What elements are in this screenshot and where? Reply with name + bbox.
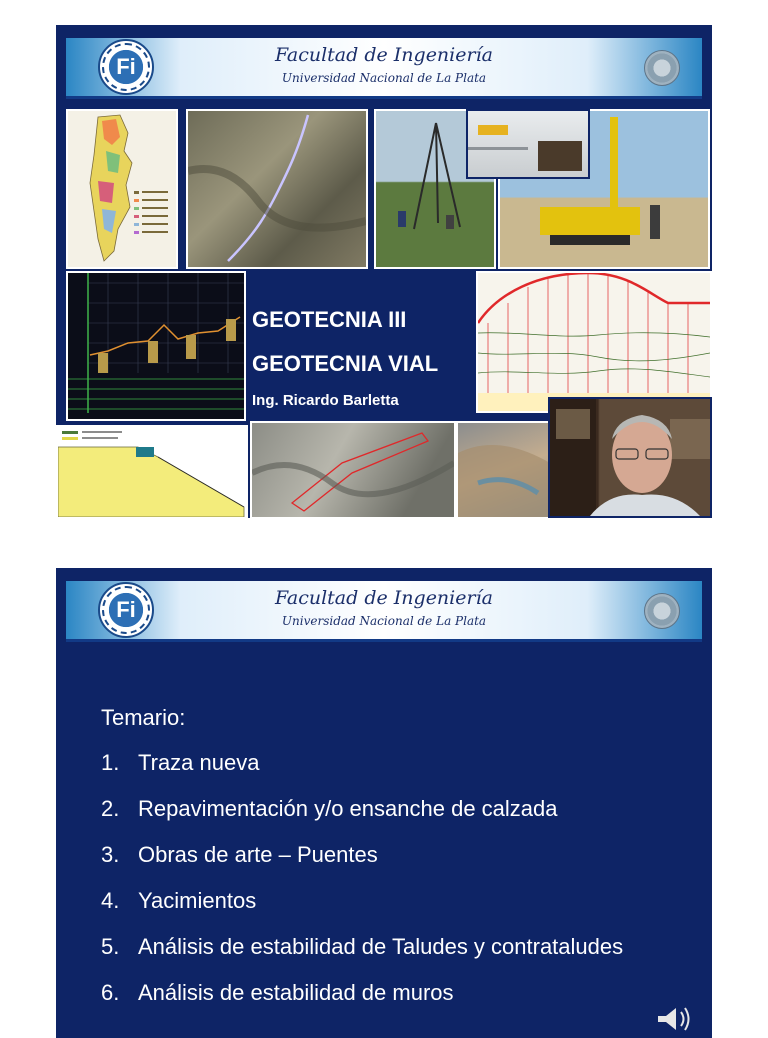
faculty-title: Facultad de Ingeniería [275,587,493,609]
author-name: Ing. Ricardo Barletta [252,392,399,409]
course-subtitle: GEOTECNIA VIAL [252,351,439,376]
list-item: 2. Repavimentación y/o ensanche de calzada [101,796,558,821]
university-name: Universidad Nacional de La Plata [281,71,487,85]
title-slide [56,25,712,518]
road-profile-chart-image [66,271,246,421]
geologic-map-image [66,109,178,269]
list-item: 6. Análisis de estabilidad de muros [101,980,454,1005]
faculty-banner [66,38,702,99]
satellite-site-image [250,421,456,518]
agenda-heading: Temario: [101,705,186,730]
slope-stability-image [56,425,248,518]
agenda-slide [56,568,712,1038]
list-item: 4. Yacimientos [101,888,257,913]
speaker-icon[interactable] [654,1004,694,1034]
fi-logo-icon: Fi [98,582,154,638]
fi-logo-icon: Fi [98,39,154,95]
university-seal-icon [644,50,680,86]
speaker-webcam-video[interactable] [548,397,712,518]
satellite-route-image [186,109,368,269]
geotechnical-section-image [476,271,712,413]
list-item: 1. Traza nueva [101,750,260,775]
faculty-banner [66,581,702,642]
course-title: GEOTECNIA III [252,307,407,332]
list-item: 3. Obras de arte – Puentes [101,842,378,867]
university-seal-icon [644,593,680,629]
list-item: 5. Análisis de estabilidad de Taludes y contrataludes [101,934,624,959]
university-name: Universidad Nacional de La Plata [281,614,487,628]
lab-equipment-image [466,109,590,179]
agenda-list [101,748,701,1024]
faculty-title: Facultad de Ingeniería [275,44,493,66]
quarry-image [456,421,552,518]
